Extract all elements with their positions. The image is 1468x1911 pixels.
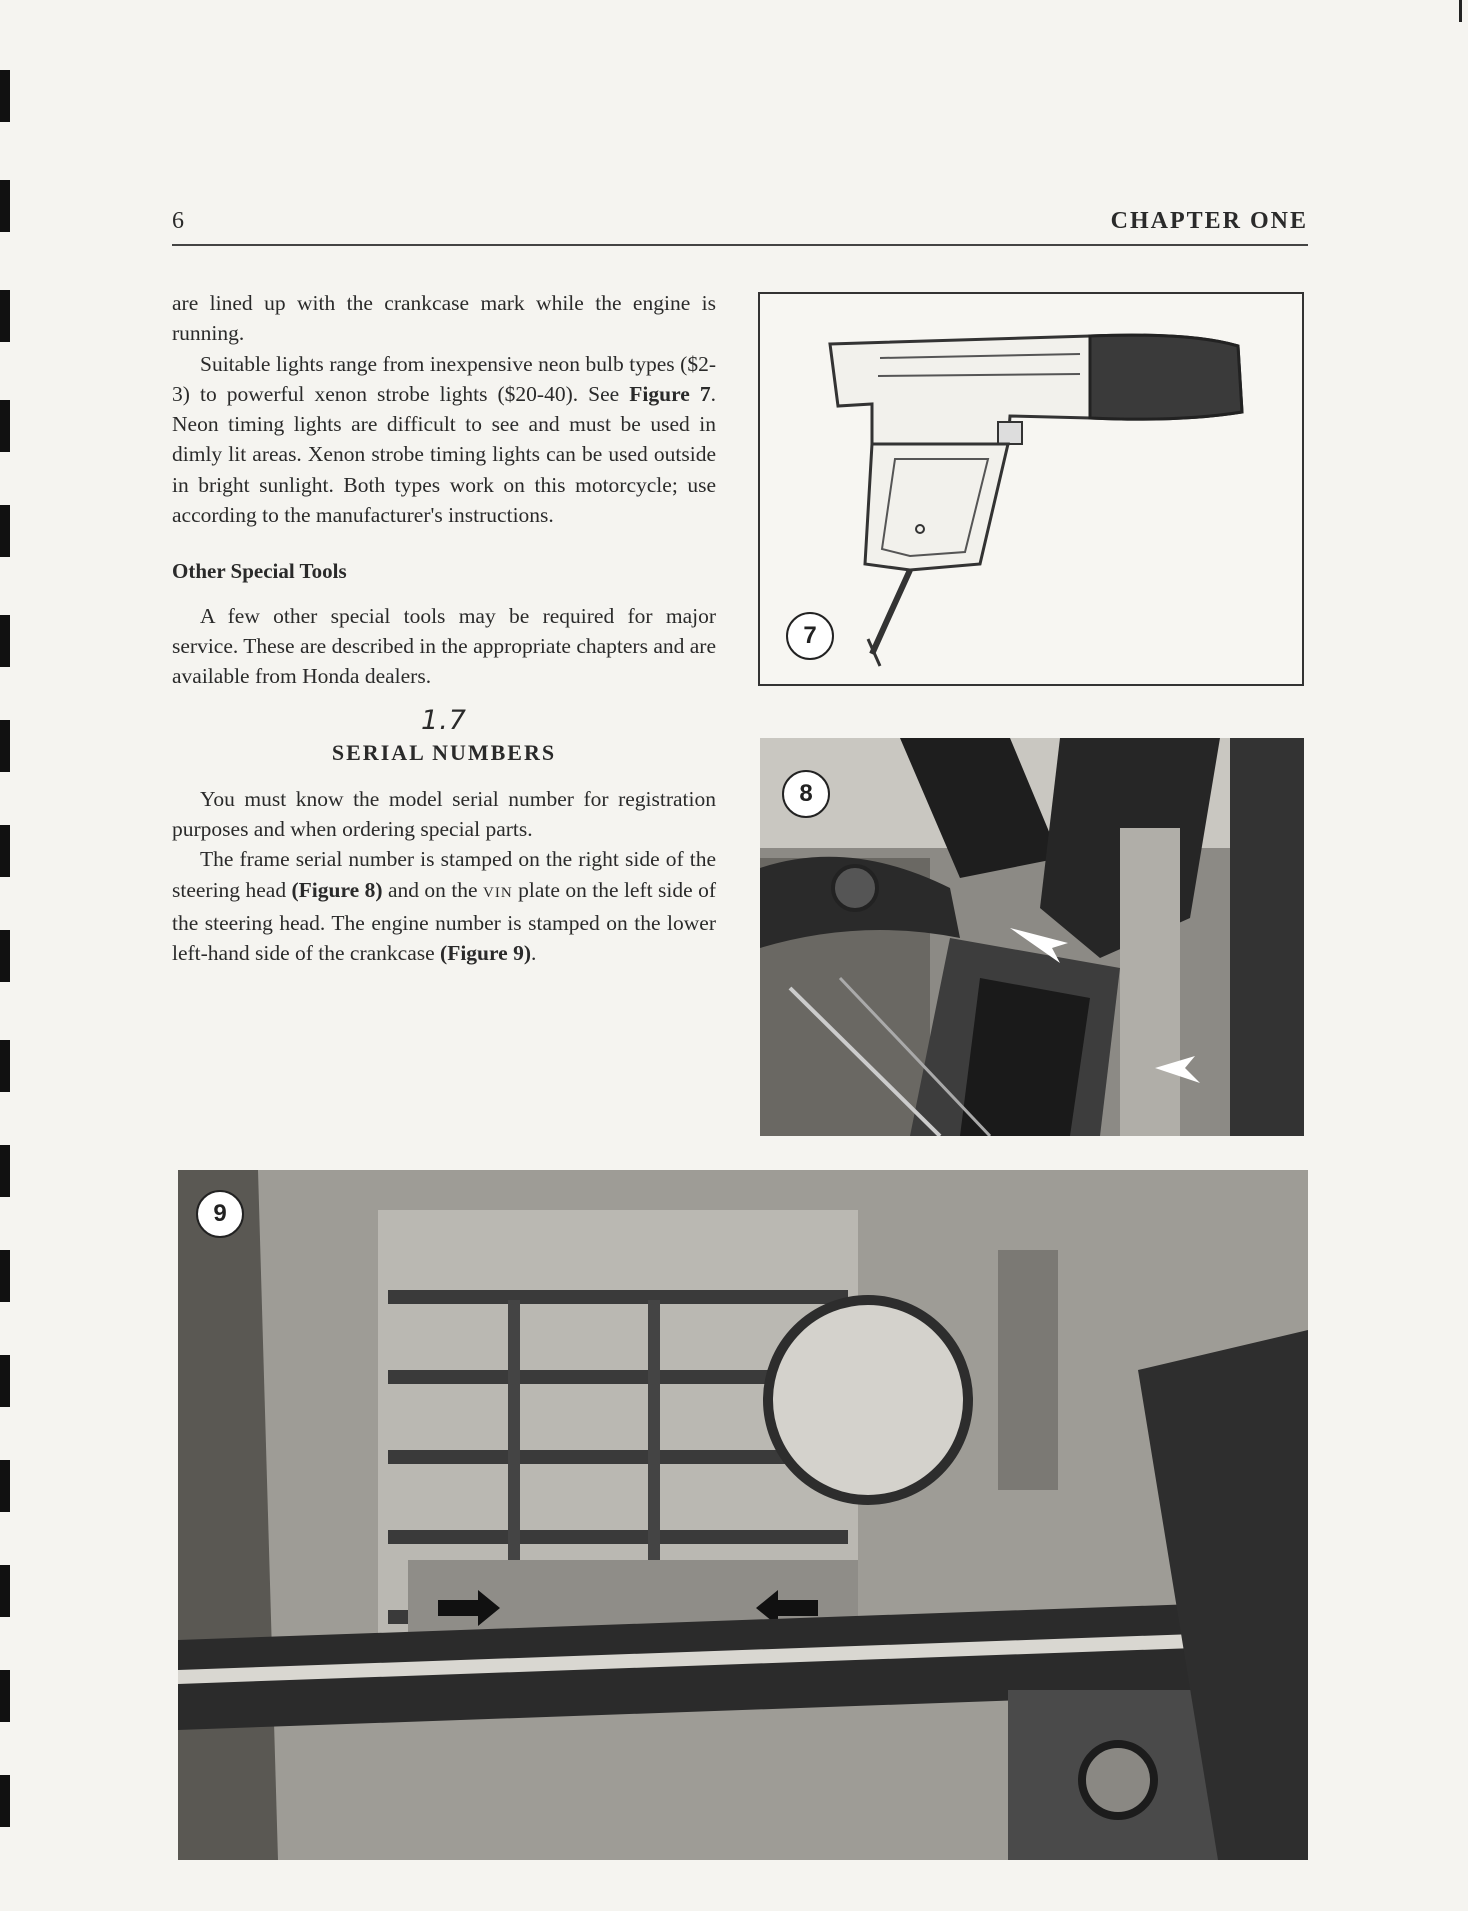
handwritten-note: 1.7: [421, 704, 467, 736]
text-run: plate on the left side of the steering head. The engine number is stamped on the lower left-hand side of the crankcase: [172, 877, 716, 966]
edge-tick: [1459, 0, 1462, 22]
binding-mark: [0, 1145, 10, 1197]
binding-mark: [0, 1040, 10, 1092]
text-run: .: [531, 941, 537, 966]
text-run: and on the: [382, 877, 484, 902]
figure-8-steering-head-photo: [760, 738, 1304, 1136]
paragraph-continued: are lined up with the crankcase mark while the engine is running.: [172, 291, 716, 346]
binding-mark: [0, 930, 10, 982]
binding-mark: [0, 400, 10, 452]
body-text-column: [172, 288, 716, 969]
binding-mark: [0, 825, 10, 877]
binding-mark: [0, 1250, 10, 1302]
binding-mark: [0, 290, 10, 342]
binding-mark: [0, 720, 10, 772]
paragraph-serial-intro: You must know the model serial number for registration purposes and when ordering special parts.: [172, 786, 716, 842]
binding-mark: [0, 505, 10, 557]
figure-8-label: 8: [782, 770, 830, 818]
paragraph-timing-lights: [172, 349, 716, 531]
figure-reference: (Figure 9): [440, 941, 531, 966]
header-rule: [172, 244, 1308, 246]
chapter-header: CHAPTER ONE: [1110, 208, 1308, 234]
text-run: The frame serial number is stamped on the right side of the steering head: [172, 847, 716, 902]
section-title-serial-numbers: SERIAL NUMBERS: [331, 739, 557, 765]
binding-mark: [0, 1565, 10, 1617]
binding-mark: [0, 1460, 10, 1512]
vin-abbreviation: VIN: [483, 884, 513, 901]
figure-reference: Figure 7: [629, 381, 711, 406]
binding-mark: [0, 615, 10, 667]
subheading-other-special-tools: Other Special Tools: [172, 559, 347, 584]
binding-mark: [0, 1355, 10, 1407]
binding-mark: [0, 180, 10, 232]
steering-head-photo: [760, 738, 1304, 1136]
figure-9-crankcase-photo: [178, 1170, 1308, 1860]
timing-light-drawing: [760, 294, 1302, 684]
binding-mark: [0, 70, 10, 122]
text-run: Suitable lights range from inexpensive neon bulb types ($2-3) to powerful xenon strobe lights ($20-40). See: [172, 351, 716, 406]
page-number: 6: [172, 208, 184, 234]
figure-reference: (Figure 8): [291, 877, 383, 902]
binding-mark: [0, 1670, 10, 1722]
binding-mark: [0, 1775, 10, 1827]
figure-7-timing-light: [758, 292, 1304, 686]
text-run: . Neon timing lights are difficult to see and must be used in dimly lit areas. Xenon strobe timing lights can be used outside in bright sunlight. Both types work on this motorcycle; use according to the manufacturer's instructions.: [172, 381, 716, 528]
figure-9-label: 9: [196, 1190, 244, 1238]
crankcase-photo: [178, 1170, 1308, 1860]
figure-7-label: 7: [786, 612, 834, 660]
paragraph-serial-locations: [172, 844, 716, 968]
paragraph-special-tools: A few other special tools may be required for major service. These are described in the appropriate chapters and are available from Honda dealers.: [172, 603, 716, 689]
